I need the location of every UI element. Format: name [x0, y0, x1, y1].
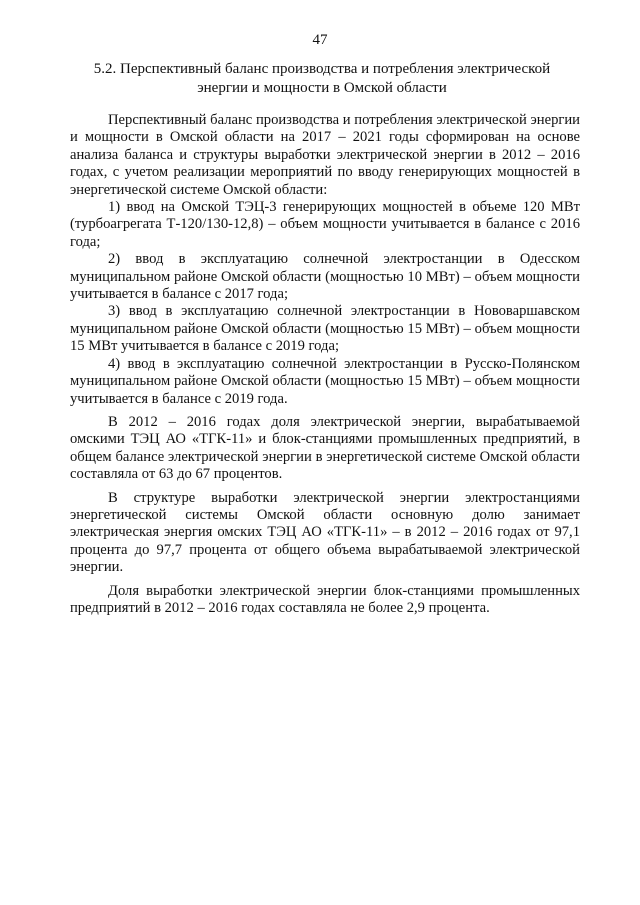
list-item-2: 2) ввод в эксплуатацию солнечной электростанции в Одесском муниципальном районе Омской области (мощностью 10 МВт) – объем мощности учитывается в балансе с 2017 года; [70, 251, 580, 303]
list-item-1: 1) ввод на Омской ТЭЦ-3 генерирующих мощностей в объеме 120 МВт (турбоагрегата Т-120/130-12,8) – объем мощности учитывается в балансе с 2016 года; [70, 199, 580, 250]
structure-paragraph: В структуре выработки электрической энергии электростанциями энергетической системы Омской области основную долю занимает электрическая энергия омских ТЭЦ АО «ТГК-11» – в 2012 – 2016 годах от 97,1 процента до 97,7 процента от общего объема вырабатываемой электрической энергии. [70, 489, 580, 576]
page-number: 47 [312, 32, 328, 48]
share-paragraph: В 2012 – 2016 годах доля электрической энергии, вырабатываемой омскими ТЭЦ АО «ТГК-11» и блок-станциями промышленных предприятий, в общем балансе электрической энергии в энергетической системе Омской области составляла от 63 до 67 процентов. [70, 413, 580, 483]
document-body [70, 112, 580, 617]
section-heading: 5.2. Перспективный баланс производства и потребления электрической энергии и мощности в Омской области [93, 61, 551, 96]
block-stations-paragraph: Доля выработки электрической энергии блок-станциями промышленных предприятий в 2012 – 2016 годах составляла не более 2,9 процента. [70, 582, 580, 616]
list-item-3: 3) ввод в эксплуатацию солнечной электростанции в Нововаршавском муниципальном районе Омской области (мощностью 15 МВт) – объем мощности 15 МВт учитывается в балансе с 2019 года; [70, 303, 580, 355]
intro-paragraph: Перспективный баланс производства и потребления электрической энергии и мощности в Омской области на 2017 – 2021 годы сформирован на основе анализа баланса и структуры выработки электрической энергии в 2012 – 2016 годах, с учетом реализации мероприятий по вводу генерирующих мощностей в энергетической системе Омской области: [70, 112, 580, 198]
list-item-4: 4) ввод в эксплуатацию солнечной электростанции в Русско-Полянском муниципальном районе Омской области (мощностью 15 МВт) – объем мощности учитывается в балансе с 2019 года. [70, 355, 580, 407]
